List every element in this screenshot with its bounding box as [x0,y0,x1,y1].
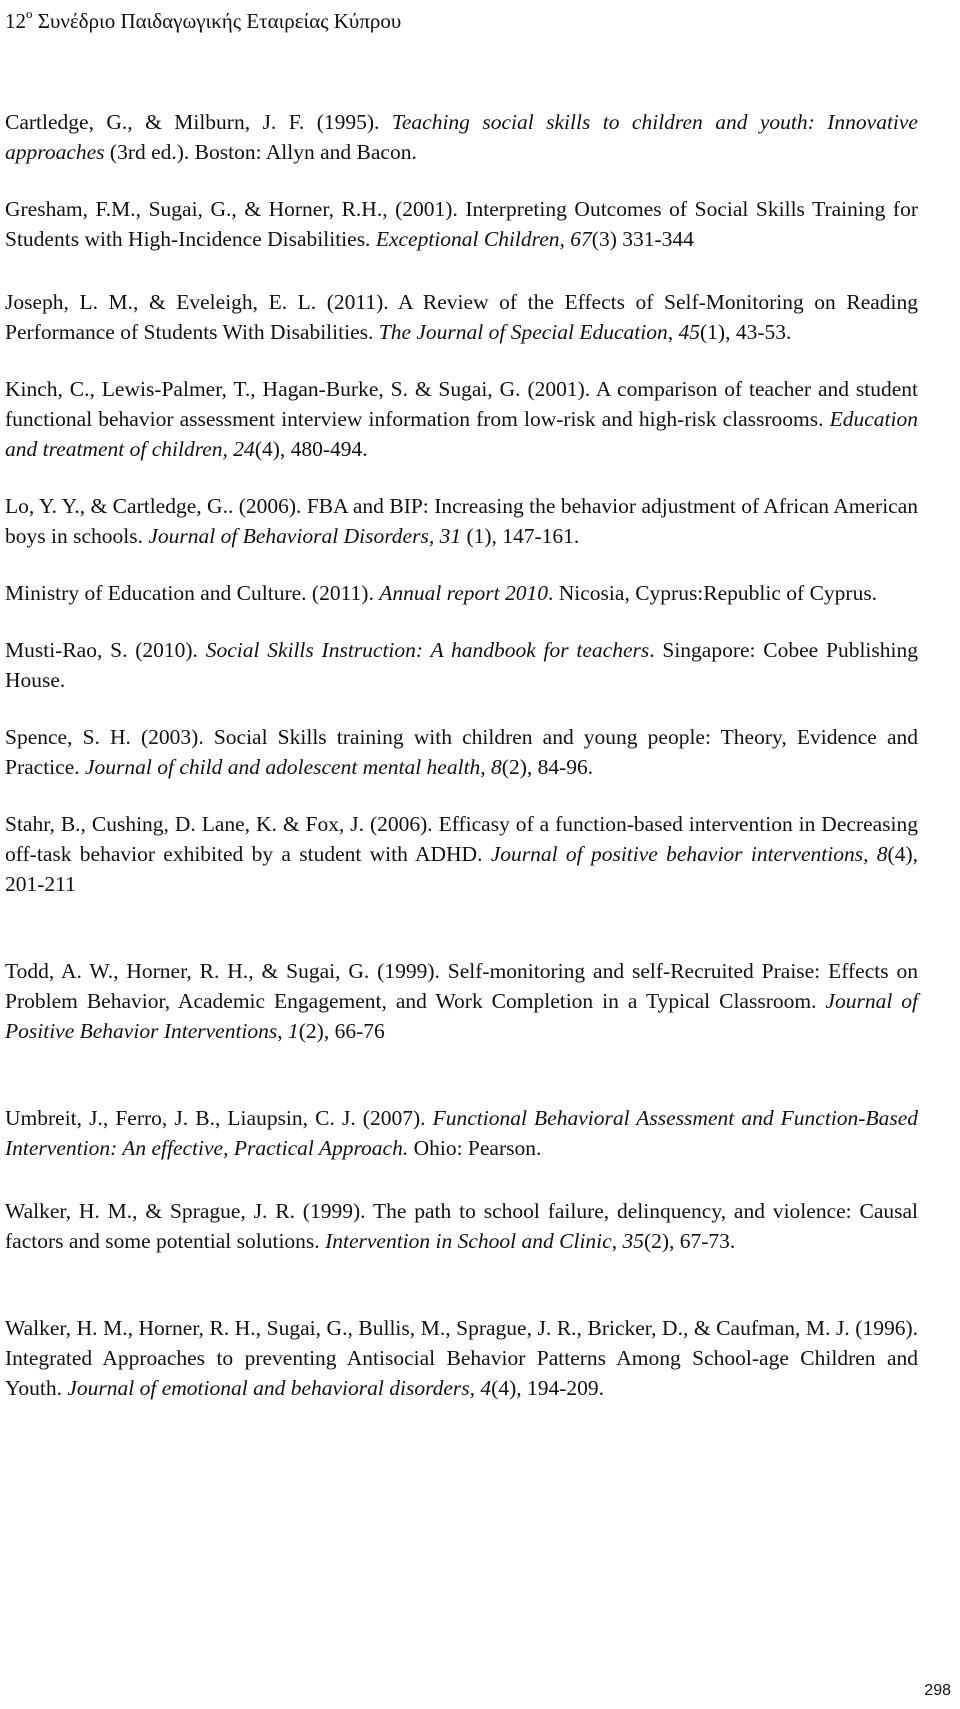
reference-text: Walker, H. M., & Sprague, J. R. (1999). The path to school failure, delinquency, and violence: Causal factors and some potential solutions. [5,1199,918,1253]
reference-entry [5,635,918,695]
reference-italic-text: Teaching social skills to children and youth: Innovative approaches [5,110,918,164]
reference-entry [5,491,918,551]
reference-entry [5,287,918,347]
reference-italic-text: Intervention in School and Clinic [325,1229,612,1253]
header-title: Συνέδριο Παιδαγωγικής Εταιρείας Κύπρου [37,9,402,33]
reference-text: Joseph, L. M., & Eveleigh, E. L. (2011). A Review of the Effects of Self-Monitoring on Reading Performance of Students With Disabilities. [5,290,918,344]
reference-italic-text: Journal of emotional and behavioral disorders, 4 [67,1376,492,1400]
reference-text: (1), 43-53. [700,320,792,344]
reference-text: Stahr, B., Cushing, D. Lane, K. & Fox, J. (2006). Efficasy of a function-based intervention in Decreasing off-task behavior exhibited by a student with ADHD. [5,812,918,866]
reference-text: (4), 194-209. [491,1376,605,1400]
reference-text: Umbreit, J., Ferro, J. B., Liaupsin, C. J. (2007). [5,1106,433,1130]
reference-entry [5,107,918,167]
reference-text: Ohio: Pearson. [408,1136,542,1160]
running-header [5,2,401,35]
reference-italic-text: 1 [288,1019,299,1043]
reference-entry [5,1103,918,1163]
reference-italic-text: Exceptional Children, 67 [375,227,592,251]
reference-italic-text: Journal of Positive Behavior Interventions [5,989,918,1043]
reference-italic-text: Education and treatment of children, 24 [5,407,918,461]
reference-text: (1), 147-161. [461,524,580,548]
header-number: 12 [5,9,26,33]
reference-list [5,107,918,1403]
reference-text: Walker, H. M., Horner, R. H., Sugai, G., Bullis, M., Sprague, J. R., Bricker, D., & Caufman, M. J. (1996). Integrated Approaches to preventing Antisocial Behavior Patterns Among School-age Children and Youth. [5,1316,918,1400]
reference-text: (2), 84-96. [501,755,594,779]
reference-entry [5,578,918,608]
reference-text: Gresham, F.M., Sugai, G., & Horner, R.H., (2001). Interpreting Outcomes of Social Skills Training for Students with High-Incidence Disabilities. [5,197,918,251]
reference-italic-text: Social Skills Instruction: A handbook for teachers [205,638,650,662]
reference-text: Kinch, C., Lewis-Palmer, T., Hagan-Burke, S. & Sugai, G. (2001). A comparison of teacher and student functional behavior assessment interview information from low-risk and high-risk classrooms. [5,377,918,431]
reference-text: (3rd ed.). Boston: Allyn and Bacon. [104,140,417,164]
reference-entry [5,194,918,254]
header-superscript: ο [26,6,33,21]
reference-italic-text: Annual report 2010 [379,581,549,605]
page-number: 298 [924,1682,951,1699]
reference-entry [5,809,918,899]
reference-text: . Nicosia, Cyprus:Republic of Cyprus. [548,581,878,605]
reference-text: Spence, S. H. (2003). Social Skills training with children and young people: Theory, Evidence and Practice. [5,725,918,779]
reference-text: . Singapore: Cobee Publishing House. [5,638,918,692]
reference-entry [5,374,918,464]
reference-text: (2), 67-73. [643,1229,736,1253]
reference-text: Musti-Rao, S. (2010). [5,638,206,662]
reference-italic-text: The Journal of Special Education, 45 [378,320,700,344]
reference-entry [5,1196,918,1256]
reference-text: (3) 331-344 [591,227,694,251]
reference-text: , [277,1019,289,1043]
reference-italic-text: Journal of child and adolescent mental health, 8 [85,755,502,779]
reference-entry [5,956,918,1046]
reference-text: Ministry of Education and Culture. (2011). [5,581,380,605]
reference-entry [5,1313,918,1403]
reference-text: Lo, Y. Y., & Cartledge, G.. (2006). FBA and BIP: Increasing the behavior adjustment of African American boys in schools. [5,494,918,548]
reference-text: , [611,1229,623,1253]
reference-text: Todd, A. W., Horner, R. H., & Sugai, G. (1999). Self-monitoring and self-Recruited Praise: Effects on Problem Behavior, Academic Engagement, and Work Completion in a Typical Classroom. [5,959,918,1013]
reference-text: (4), 480-494. [254,437,368,461]
reference-text: (4), 201-211 [5,842,918,896]
reference-italic-text: Journal of positive behavior interventions, 8 [490,842,888,866]
reference-italic-text: Journal of Behavioral Disorders, 31 [148,524,462,548]
reference-text: Cartledge, G., & Milburn, J. F. (1995). [5,110,392,134]
reference-text: (2), 66-76 [298,1019,385,1043]
reference-italic-text: Functional Behavioral Assessment and Function-Based Intervention: An effective, Practical Approach. [5,1106,918,1160]
reference-entry [5,722,918,782]
reference-italic-text: 35 [622,1229,644,1253]
